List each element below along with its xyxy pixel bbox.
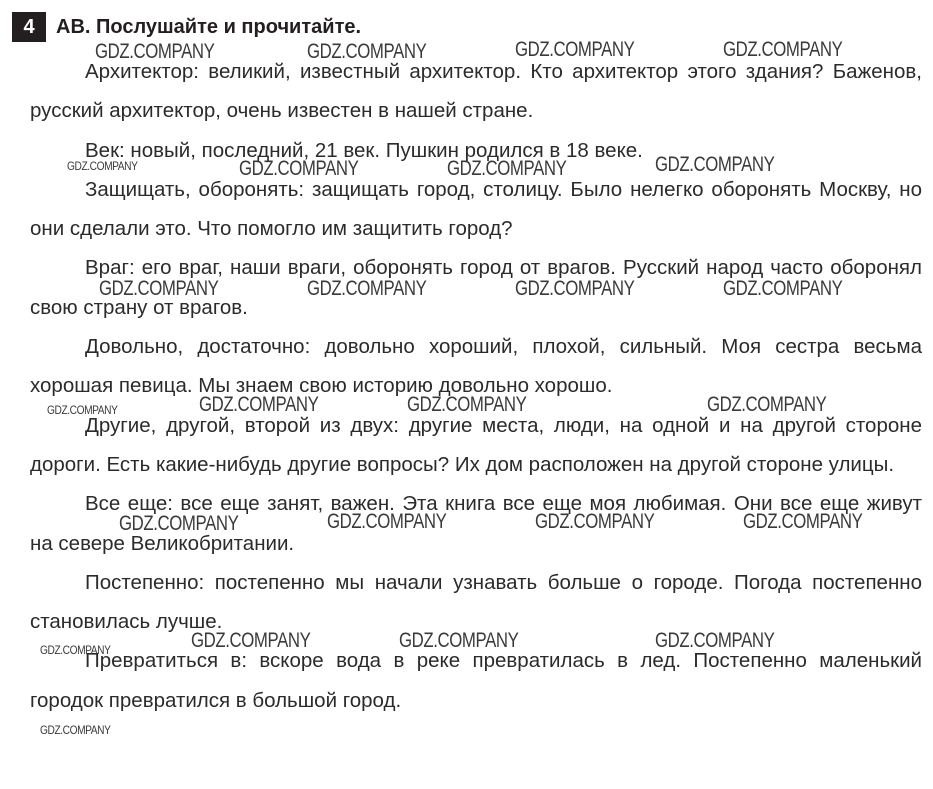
watermark: GDZ.COMPANY <box>199 393 319 416</box>
paragraph-enough: Довольно, достаточно: довольно хороший, плохой, сильный. Моя сестра весьма хорошая певица. Мы знаем свою историю довольно хорошо. <box>30 335 922 398</box>
watermark: GDZ.COMPANY <box>407 393 527 416</box>
watermark: GDZ.COMPANY <box>119 512 239 535</box>
watermark: GDZ.COMPANY <box>723 277 843 300</box>
watermark: GDZ.COMPANY <box>655 629 775 652</box>
paragraph-gradually: Постепенно: постепенно мы начали узнавать больше о городе. Погода постепенно становилась лучше. <box>30 570 922 634</box>
watermark: GDZ.COMPANY <box>447 157 567 180</box>
watermark: GDZ.COMPANY <box>40 723 111 737</box>
watermark: GDZ.COMPANY <box>327 510 447 533</box>
paragraph-defend: Защищать, оборонять: защищать город, столицу. Было нелегко оборонять Москву, но они сделали это. Что помогло им защитить город? <box>30 177 922 241</box>
watermark: GDZ.COMPANY <box>515 277 635 300</box>
watermark: GDZ.COMPANY <box>95 40 215 63</box>
watermark: GDZ.COMPANY <box>307 277 427 300</box>
watermark: GDZ.COMPANY <box>743 510 863 533</box>
watermark: GDZ.COMPANY <box>307 40 427 63</box>
exercise-number-badge: 4 <box>12 12 46 42</box>
watermark: GDZ.COMPANY <box>515 38 635 61</box>
watermark: GDZ.COMPANY <box>239 157 359 180</box>
watermark: GDZ.COMPANY <box>535 510 655 533</box>
exercise-title: АВ. Послушайте и прочитайте. <box>56 15 362 38</box>
watermark: GDZ.COMPANY <box>191 629 311 652</box>
exercise-body <box>30 52 922 720</box>
exercise-header <box>12 12 361 42</box>
paragraph-still: Все еще: все еще занят, важен. Эта книга все еще моя любимая. Они все еще живут на севере Великобритании. <box>30 492 922 555</box>
paragraph-other: Другие, другой, второй из двух: другие места, люди, на одной и на другой стороне дороги. Есть какие-нибудь другие вопросы? Их дом расположен на другой стороне улицы. <box>30 413 922 476</box>
watermark: GDZ.COMPANY <box>67 159 138 173</box>
watermark: GDZ.COMPANY <box>40 643 111 657</box>
watermark: GDZ.COMPANY <box>399 629 519 652</box>
watermark: GDZ.COMPANY <box>47 403 118 417</box>
watermark: GDZ.COMPANY <box>707 393 827 416</box>
paragraph-enemy: Враг: его враг, наши враги, оборонять город от врагов. Русский народ часто оборонял свою страну от врагов. <box>30 256 922 319</box>
watermark: GDZ.COMPANY <box>99 277 219 300</box>
paragraph-turn-into: Превратиться в: вскоре вода в реке превратилась в лед. Постепенно маленький городок превратился в большой город. <box>30 649 922 712</box>
watermark: GDZ.COMPANY <box>655 153 775 176</box>
paragraph-century: Век: новый, последний, 21 век. Пушкин родился в 18 веке. <box>85 138 643 162</box>
paragraph-architect: Архитектор: великий, известный архитектор. Кто архитектор этого здания? Баженов, русский архитектор, очень известен в нашей стране. <box>30 60 922 123</box>
watermark: GDZ.COMPANY <box>723 38 843 61</box>
